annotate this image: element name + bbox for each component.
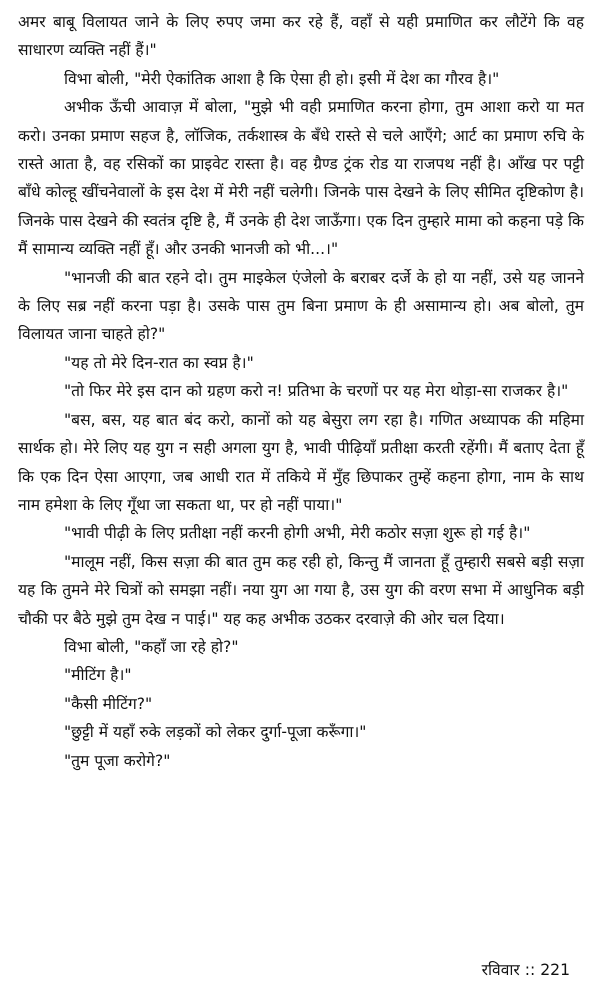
paragraph: "तुम पूजा करोगे?" [64,751,171,770]
paragraph: "तो फिर मेरे इस दान को ग्रहण करो न! प्रतिभा के चरणों पर यह मेरा थोड़ा-सा राजकर है।" [64,382,569,401]
paragraph: "बस, बस, यह बात बंद करो, कानों को यह बेसुरा लग रहा है। गणित अध्यापक की महिमा सार्थक हो। मेरे लिए यह युग न सही अगला युग है, भावी पीढ़ियाँ प्रतीक्षा करती रहेंगी। मैं बताए देता हूँ कि एक दिन ऐसा आएगा, जब आधी रात में तकिये में मुँह छिपाकर तुम्हें कहना होगा, नाम के साथ नाम हमेशा के लिए गूँथा जा सकता था, पर हो नहीं पाया।" [18,410,584,514]
paragraph: अमर बाबू विलायत जाने के लिए रुपए जमा कर रहे हैं, वहाँ से यही प्रमाणित कर लौटेंगे कि वह साधारण व्यक्ति नहीं हैं।" [18,13,584,60]
page-footer: रविवार :: 221 [481,961,570,979]
paragraph: "भानजी की बात रहने दो। तुम माइकेल एंजेलो के बराबर दर्जे के हो या नहीं, उसे यह जानने के लिए सब्र नहीं करना पड़ा है। उसके पास तुम बिना प्रमाण के ही असामान्य हो। अब बोलो, तुम विलायत जाना चाहते हो?" [18,268,584,344]
paragraph: "कैसी मीटिंग?" [64,694,153,713]
paragraph: विभा बोली, "मेरी ऐकांतिक आशा है कि ऐसा ही हो। इसी में देश का गौरव है।" [64,69,500,88]
paragraph: अभीक ऊँची आवाज़ में बोला, "मुझे भी वही प्रमाणित करना होगा, तुम आशा करो या मत करो। उनका प्रमाण सहज है, लॉजिक, तर्कशास्त्र के बँधे रास्ते से चले आएँगे; आर्ट का प्रमाण रुचि के रास्ते आता है, वह रसिकों का प्राइवेट रास्ता है। वह ग्रैण्ड ट्रंक रोड या राजपथ नहीं है। आँख पर पट्टी बाँधे कोल्हू खींचनेवालों के इस देश में मेरी नहीं चलेगी। जिनके पास देखने के लिए सीमित दृष्टिकोण है। जिनके पास देखने की स्वतंत्र दृष्टि है, मैं उनके ही देश जाऊँगा। एक दिन तुम्हारे मामा को कहना पड़े कि मैं सामान्य व्यक्ति नहीं हूँ। और उनकी भानजी को भी...।" [18,98,584,259]
paragraph: "यह तो मेरे दिन-रात का स्वप्न है।" [64,353,254,372]
paragraph: "छुट्टी में यहाँ रुके लड़कों को लेकर दुर्गा-पूजा करूँगा।" [64,723,367,742]
paragraph: "मालूम नहीं, किस सज़ा की बात तुम कह रही हो, किन्तु मैं जानता हूँ तुम्हारी सबसे बड़ी सज़ा यह कि तुमने मेरे चित्रों को समझा नहीं। नया युग आ गया है, उस युग की वरण सभा में आधुनिक बड़ी चौकी पर बैठे मुझे तुम देख न पाई।" यह कह अभीक उठकर दरवाज़े की ओर चल दिया। [18,552,584,628]
paragraph: "मीटिंग है।" [64,666,132,685]
paragraph: "भावी पीढ़ी के लिए प्रतीक्षा नहीं करनी होगी अभी, मेरी कठोर सज़ा शुरू हो गई है।" [64,524,531,543]
paragraph: विभा बोली, "कहाँ जा रहे हो?" [64,637,239,656]
page-body [18,8,584,775]
